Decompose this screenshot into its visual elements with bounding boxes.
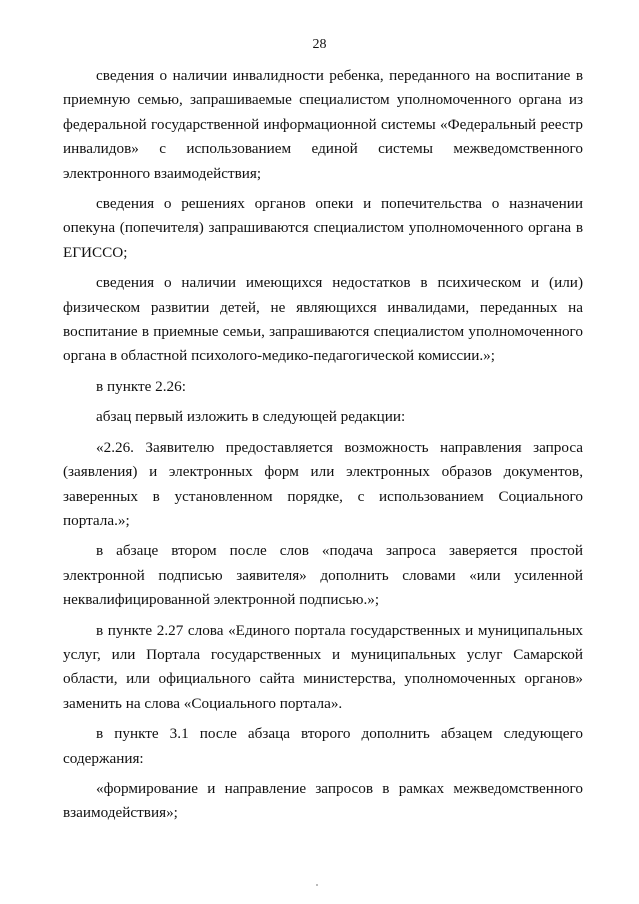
paragraph-clause-2-26: в пункте 2.26:: [96, 377, 186, 395]
paragraph-clause-3-1: в пункте 3.1 после абзаца второго дополнить абзацем следующего содержания:: [63, 725, 583, 767]
paragraph-2-26-text: «2.26. Заявителю предоставляется возможность направления запроса (заявления) и электронных форм или электронных образов документов, заверенных в установленном порядке, с использованием Социального портала.»;: [63, 438, 583, 529]
paragraph-interagency-requests: «формирование и направление запросов в рамках межведомственного взаимодействия»;: [63, 779, 583, 822]
paragraph-guardianship-decisions: сведения о решениях органов опеки и попечительства о назначении опекуна (попечителя) запрашиваются специалистом уполномоченного органа в ЕГИССО;: [63, 195, 583, 261]
paragraph-second-paragraph-edit: в абзаце втором после слов «подача запроса заверяется простой электронной подписью заявителя» дополнить словами «или усиленной неквалифицированной электронной подписью.»;: [63, 542, 583, 609]
page-number: 28: [312, 37, 327, 52]
paragraph-development-deficiencies: сведения о наличии имеющихся недостатков в психическом и (или) физическом развитии детей, не являющихся инвалидами, переданных на воспитание в приемные семьи, запрашиваются специалистом уполномоченного органа в областной психолого-медико-педагогической комиссии.»;: [63, 274, 583, 365]
scan-speck: [316, 884, 318, 886]
paragraph-clause-2-27: в пункте 2.27 слова «Единого портала государственных и муниципальных услуг, или Портала государственных и муниципальных услуг Самарской области, или официального сайта министерства, уполномоченных органов» заменить на слова «Социального портала».: [63, 621, 583, 712]
document-body: [63, 64, 583, 826]
paragraph-first-paragraph-edit: абзац первый изложить в следующей редакции:: [96, 408, 406, 426]
paragraph-disability-info: сведения о наличии инвалидности ребенка, переданного на воспитание в приемную семью, запрашиваемые специалистом уполномоченного органа из федеральной государственной информационной системы «Федеральный реестр инвалидов» с использованием единой системы межведомственного электронного взаимодействия;: [63, 67, 583, 182]
